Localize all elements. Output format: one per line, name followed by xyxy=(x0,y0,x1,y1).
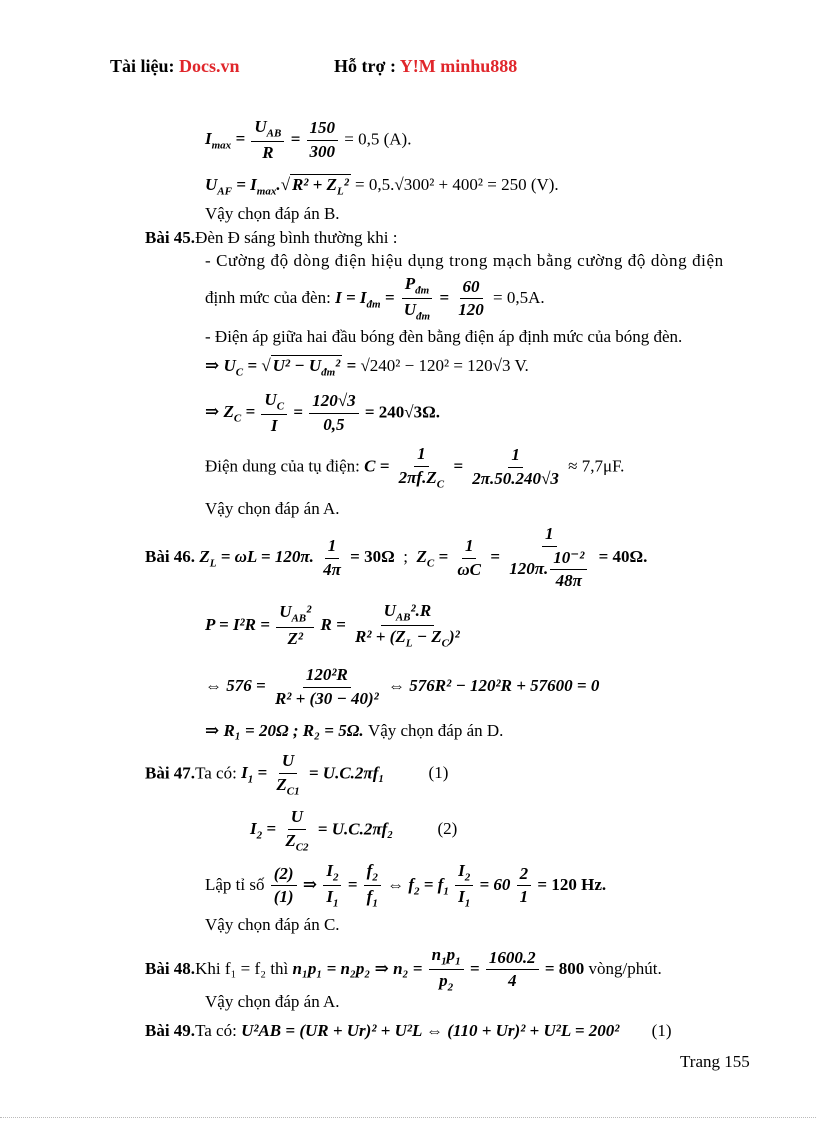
b45-conclusion: Vậy chọn đáp án A. xyxy=(205,499,340,518)
b46-eq576: ⇔ 576 = $\frac{\text{120²R}}{\text{R² + (30 − 40)²}}$ ⇔ 576R² − 120²R + 57600 = 0 xyxy=(205,665,600,708)
b44-eq1: $I_{max}$ = $\frac{U_{AB}}{R}$ = $\frac{150}{300}$ = 0,5 (A). xyxy=(205,117,412,163)
b47-eq2: $I_2$ = $\frac{U}{Z_{C2}}$ = U.C.2πf₂ (2) xyxy=(250,807,458,854)
b47-conclusion: Vậy chọn đáp án C. xyxy=(205,915,340,934)
support xyxy=(334,57,517,75)
b45-intro: Bài 45.Đèn Đ sáng bình thường khi : xyxy=(145,228,398,247)
b45-line3: - Điện áp giữa hai đầu bóng đèn bằng điện áp định mức của bóng đèn. xyxy=(205,327,683,346)
b45-label: Bài 45. xyxy=(145,228,196,247)
page-divider xyxy=(0,1117,816,1118)
source-link[interactable]: Docs.vn xyxy=(179,56,240,76)
page-number: Trang 155 xyxy=(680,1052,750,1071)
b48-conclusion: Vậy chọn đáp án A. xyxy=(205,992,340,1011)
b45-cap: Điện dung của tụ điện: C = $\frac{1}{2\pi f.Z_C}$ = $\frac{1}{2\pi.50.240√3}$ ≈ 7,7μF. xyxy=(205,444,625,491)
b49-eq: Bài 49.Ta có: U²AB = (UR + Ur)² + U²L ⇔ (110 + Ur)² + U²L = 200² (1) xyxy=(145,1021,672,1040)
b48-eq: Bài 48.Khi f₁ = f₂ thì n₁p₁ = n₂p₂ ⇒ n₂ = $\frac{n_1p_1}{p_2}$ = $\frac{1600.2}{4}$ = 800 vòng/phút. xyxy=(145,945,662,994)
support-id[interactable]: minhu888 xyxy=(440,56,518,76)
b45-uc: ⇒ $U_C$ = √ $U^2 - U_{đm}^2 = √240^2 - 120^2 = 120√3$ V. xyxy=(205,356,529,379)
support-ym: Y!M xyxy=(399,56,436,76)
b44-eq2-rhs: = 0,5.√300² + 400² = 250 (V). xyxy=(355,175,559,194)
b45-line1: - Cường độ dòng điện hiệu dụng trong mạch bằng cường độ dòng điện xyxy=(205,251,724,270)
b44-conclusion: Vậy chọn đáp án B. xyxy=(205,204,340,223)
support-label: Hỗ trợ : xyxy=(334,56,396,76)
b44-eq2: $U_{AF} = I_{max}.√$ $R^2 + Z_L^2 = 0,5.√300^2 + 400^2 = 250$ (V). xyxy=(205,175,559,198)
b46-power: P = I²R = $\frac{U_{AB}^2}{\text{Z²}}$ R = $\frac{U_{AB}^2.R}{R^2 + (Z_L - Z_C)^2}$ xyxy=(205,601,460,650)
b45-zc: ⇒ $Z_C$ = $\frac{U_C}{I}$ = $\frac{120√3}{0,5}$ = 240√3Ω. xyxy=(205,390,440,436)
header xyxy=(110,57,240,75)
b46-result: ⇒ R₁ = 20Ω ; R₂ = 5Ω. Vậy chọn đáp án D. xyxy=(205,721,504,740)
b46-line1: Bài 46. $Z_L = \omega L = 120\pi$. $\frac{1}{4\pi}$ = 30Ω ; $Z_C$ = $\frac{1}{\omega C}$ = 1 120π. $\frac{\text{10⁻²}}{48\pi}$ = 40Ω. xyxy=(145,524,648,591)
source-label: Tài liệu: xyxy=(110,56,175,76)
b47-ratio: Lập tỉ số $\frac{(2)}{(1)}$ ⇒ $\frac{I_2}{I_1}$ = $\frac{f_2}{f_1}$ ⇔ $f_2 = f_1$ $\frac{I_2}{I_1}$ = 60 $\frac{2}{1}$ = 120 Hz. xyxy=(205,861,607,910)
b47-eq1: Bài 47.Ta có: $I_1$ = $\frac{U}{Z_{C1}}$ = U.C.2πf₁ (1) xyxy=(145,751,449,798)
b44-eq1-rhs: = 0,5 (A). xyxy=(344,129,412,149)
b45-line2: định mức của đèn: $I = I_{đm}$ = $\frac{P_{đm}}{U_{đm}}$ = $\frac{60}{120}$ = 0,5A. xyxy=(205,274,545,323)
